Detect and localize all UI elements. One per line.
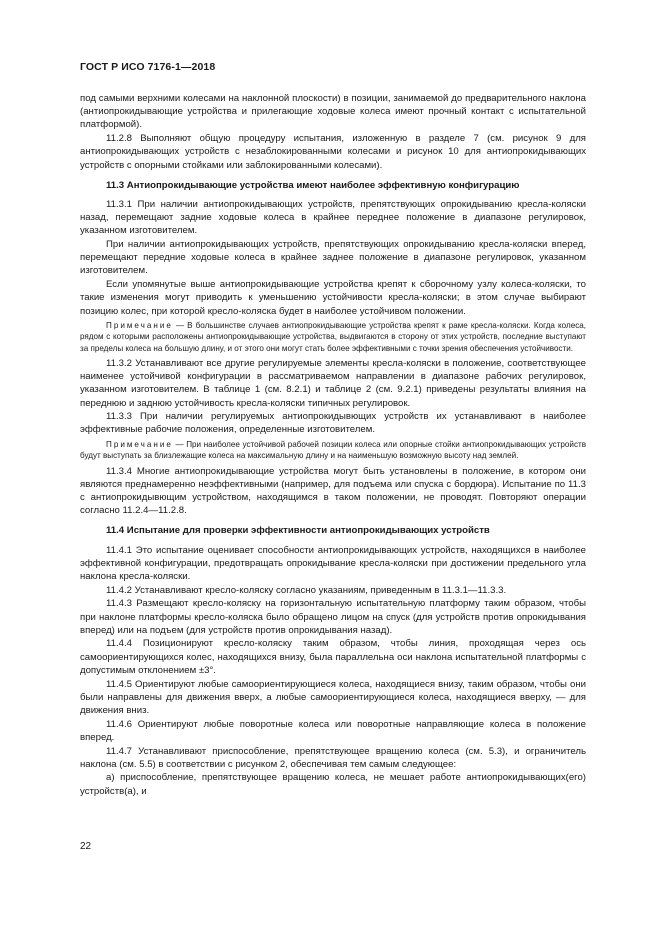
body-paragraph: 11.4.3 Размещают кресло-коляску на горизонтальную испытательную платформу таким образом, чтобы при наклоне платформы кресло-коляска было обращено лицом на спуск (для устройств против опрокидывания вперед) или на подъем (для устройств против опрокидывания назад). [80, 598, 586, 636]
note-paragraph [80, 439, 586, 462]
document-header: ГОСТ Р ИСО 7176-1—2018 [80, 61, 216, 73]
body-paragraph: а) приспособление, препятствующее вращению колеса, не мешает работе антиопрокидывающих(его) устройств(а), и [80, 772, 586, 797]
section-heading: 11.4 Испытание для проверки эффективности антиопрокидывающих устройств [106, 525, 490, 537]
note-label: Примечание [106, 320, 173, 330]
body-paragraph: 11.4.5 Ориентируют любые самоориентирующиеся колеса, находящиеся внизу, таким образом, чтобы они были направлены для движения вверх, а любые самоориентирующиеся колеса, находящиеся вверху, — для движения вниз. [80, 678, 586, 716]
note-text: — При наиболее устойчивой рабочей позиции колеса или опорные стойки антиопрокидывающих устройств будут выступать за близлежащие колеса на максимальную длину и на наименьшую возможную высоту над землей. [80, 439, 586, 461]
body-paragraph: 11.3.3 При наличии регулируемых антиопрокидывющих устройств их устанавливают в наиболее эффективные рабочие положения, определенные изготовителем. [80, 411, 586, 436]
document-body [80, 92, 586, 798]
body-paragraph: под самыми верхними колесами на наклонной плоскости) в позиции, занимаемой до предварительного наклона (антиопрокидывающие устройства и прилегающие ходовые колеса имеют прочный контакт с испытательной платформой). [80, 93, 586, 131]
body-paragraph: 11.4.6 Ориентируют любые поворотные колеса или поворотные направляющие колеса в положение вперед. [80, 718, 586, 743]
body-paragraph: 11.2.8 Выполняют общую процедуру испытания, изложенную в разделе 7 (см. рисунок 9 для антиопрокидывающих устройств с незаблокированными колесами и рисунок 10 для антиопрокидывающих устройств с опорными стойками или заблокированными колесами). [80, 133, 586, 171]
body-paragraph: 11.3.4 Многие антиопрокидывающие устройства могут быть установлены в положение, в котором они являются преднамеренно неэффективными (например, для подъема или спуска с бордюра). Испытание по 11.3 с антиопрокидывющим устройством, находящимся в таком положении, не проводят. Повторяют операции согласно 11.2.4—11.2.8. [80, 465, 586, 517]
body-paragraph: 11.3.1 При наличии антиопрокидывающих устройств, препятствующих опрокидыванию кресла-коляски назад, перемещают задние ходовые колеса в крайнее переднее положение в диапазоне регулировок, указанном изготовителем. [80, 198, 586, 237]
body-paragraph: 11.4.2 Устанавливают кресло-коляску согласно указаниям, приведенным в 11.3.1—11.3.3. [106, 584, 507, 596]
page-number: 22 [80, 841, 92, 852]
body-paragraph: При наличии антиопрокидывающих устройств, препятствующих опрокидыванию кресла-коляски вперед, перемещают передние ходовые колеса в крайнее заднее положение в диапазоне регулировок, указанном изготовителем. [80, 239, 586, 277]
body-paragraph: 11.4.7 Устанавливают приспособление, препятствующее вращению колеса (см. 5.3), и ограничитель наклона (см. 5.5) в соответствии с рисунком 2, обеспечивая тем самым следующее: [80, 745, 586, 770]
note-label: Примечание [106, 439, 173, 449]
body-paragraph: Если упомянутые выше антиопрокидывающие устройства крепят к сборочному узлу колеса-коляски, то такие изменения могут приводить к уменьшению устойчивости кресла-коляски; в этом случае выбирают позицию колес, при которой кресло-коляска будет в наиболее устойчивом положении. [80, 279, 586, 317]
body-paragraph: 11.3.2 Устанавливают все другие регулируемые элементы кресла-коляски в положение, соответствующее наименее устойчивой конфигурации в рассматриваемом направлении в диапазоне рабочих регулировок, указанном изготовителем. В таблице 1 (см. 8.2.1) и таблице 2 (см. 9.2.1) приведены результаты влияния на переднюю и заднюю устойчивость кресла-коляски типичных регулировок. [80, 357, 586, 409]
note-paragraph [80, 320, 586, 354]
section-heading: 11.3 Антиопрокидывающие устройства имеют наиболее эффективную конфигурацию [106, 179, 520, 191]
note-text: — В большинстве случаев антиопрокидывающие устройства крепят к раме кресла-коляски. Когда колеса, рядом с которыми расположены антиопрокидывающие устройства, выдвигаются в сторону от этих устройств, последние выступают за пределы колеса на большую длину, и от этого они могут стать более эффективными с точки зрения обеспечения устойчивости. [80, 320, 586, 353]
body-paragraph: 11.4.4 Позиционируют кресло-коляску таким образом, чтобы линия, проходящая через ось самоориентирующихся колес, находящихся внизу, была параллельна оси наклона испытательной платформы с допустимым отклонением ±3°. [80, 638, 586, 676]
body-paragraph: 11.4.1 Это испытание оценивает способности антиопрокидывающих устройств, находящихся в наиболее эффективной конфигурации, предотвращать опрокидывание кресла-коляски при достижении предельного угла наклона кресла-коляски. [80, 544, 586, 582]
